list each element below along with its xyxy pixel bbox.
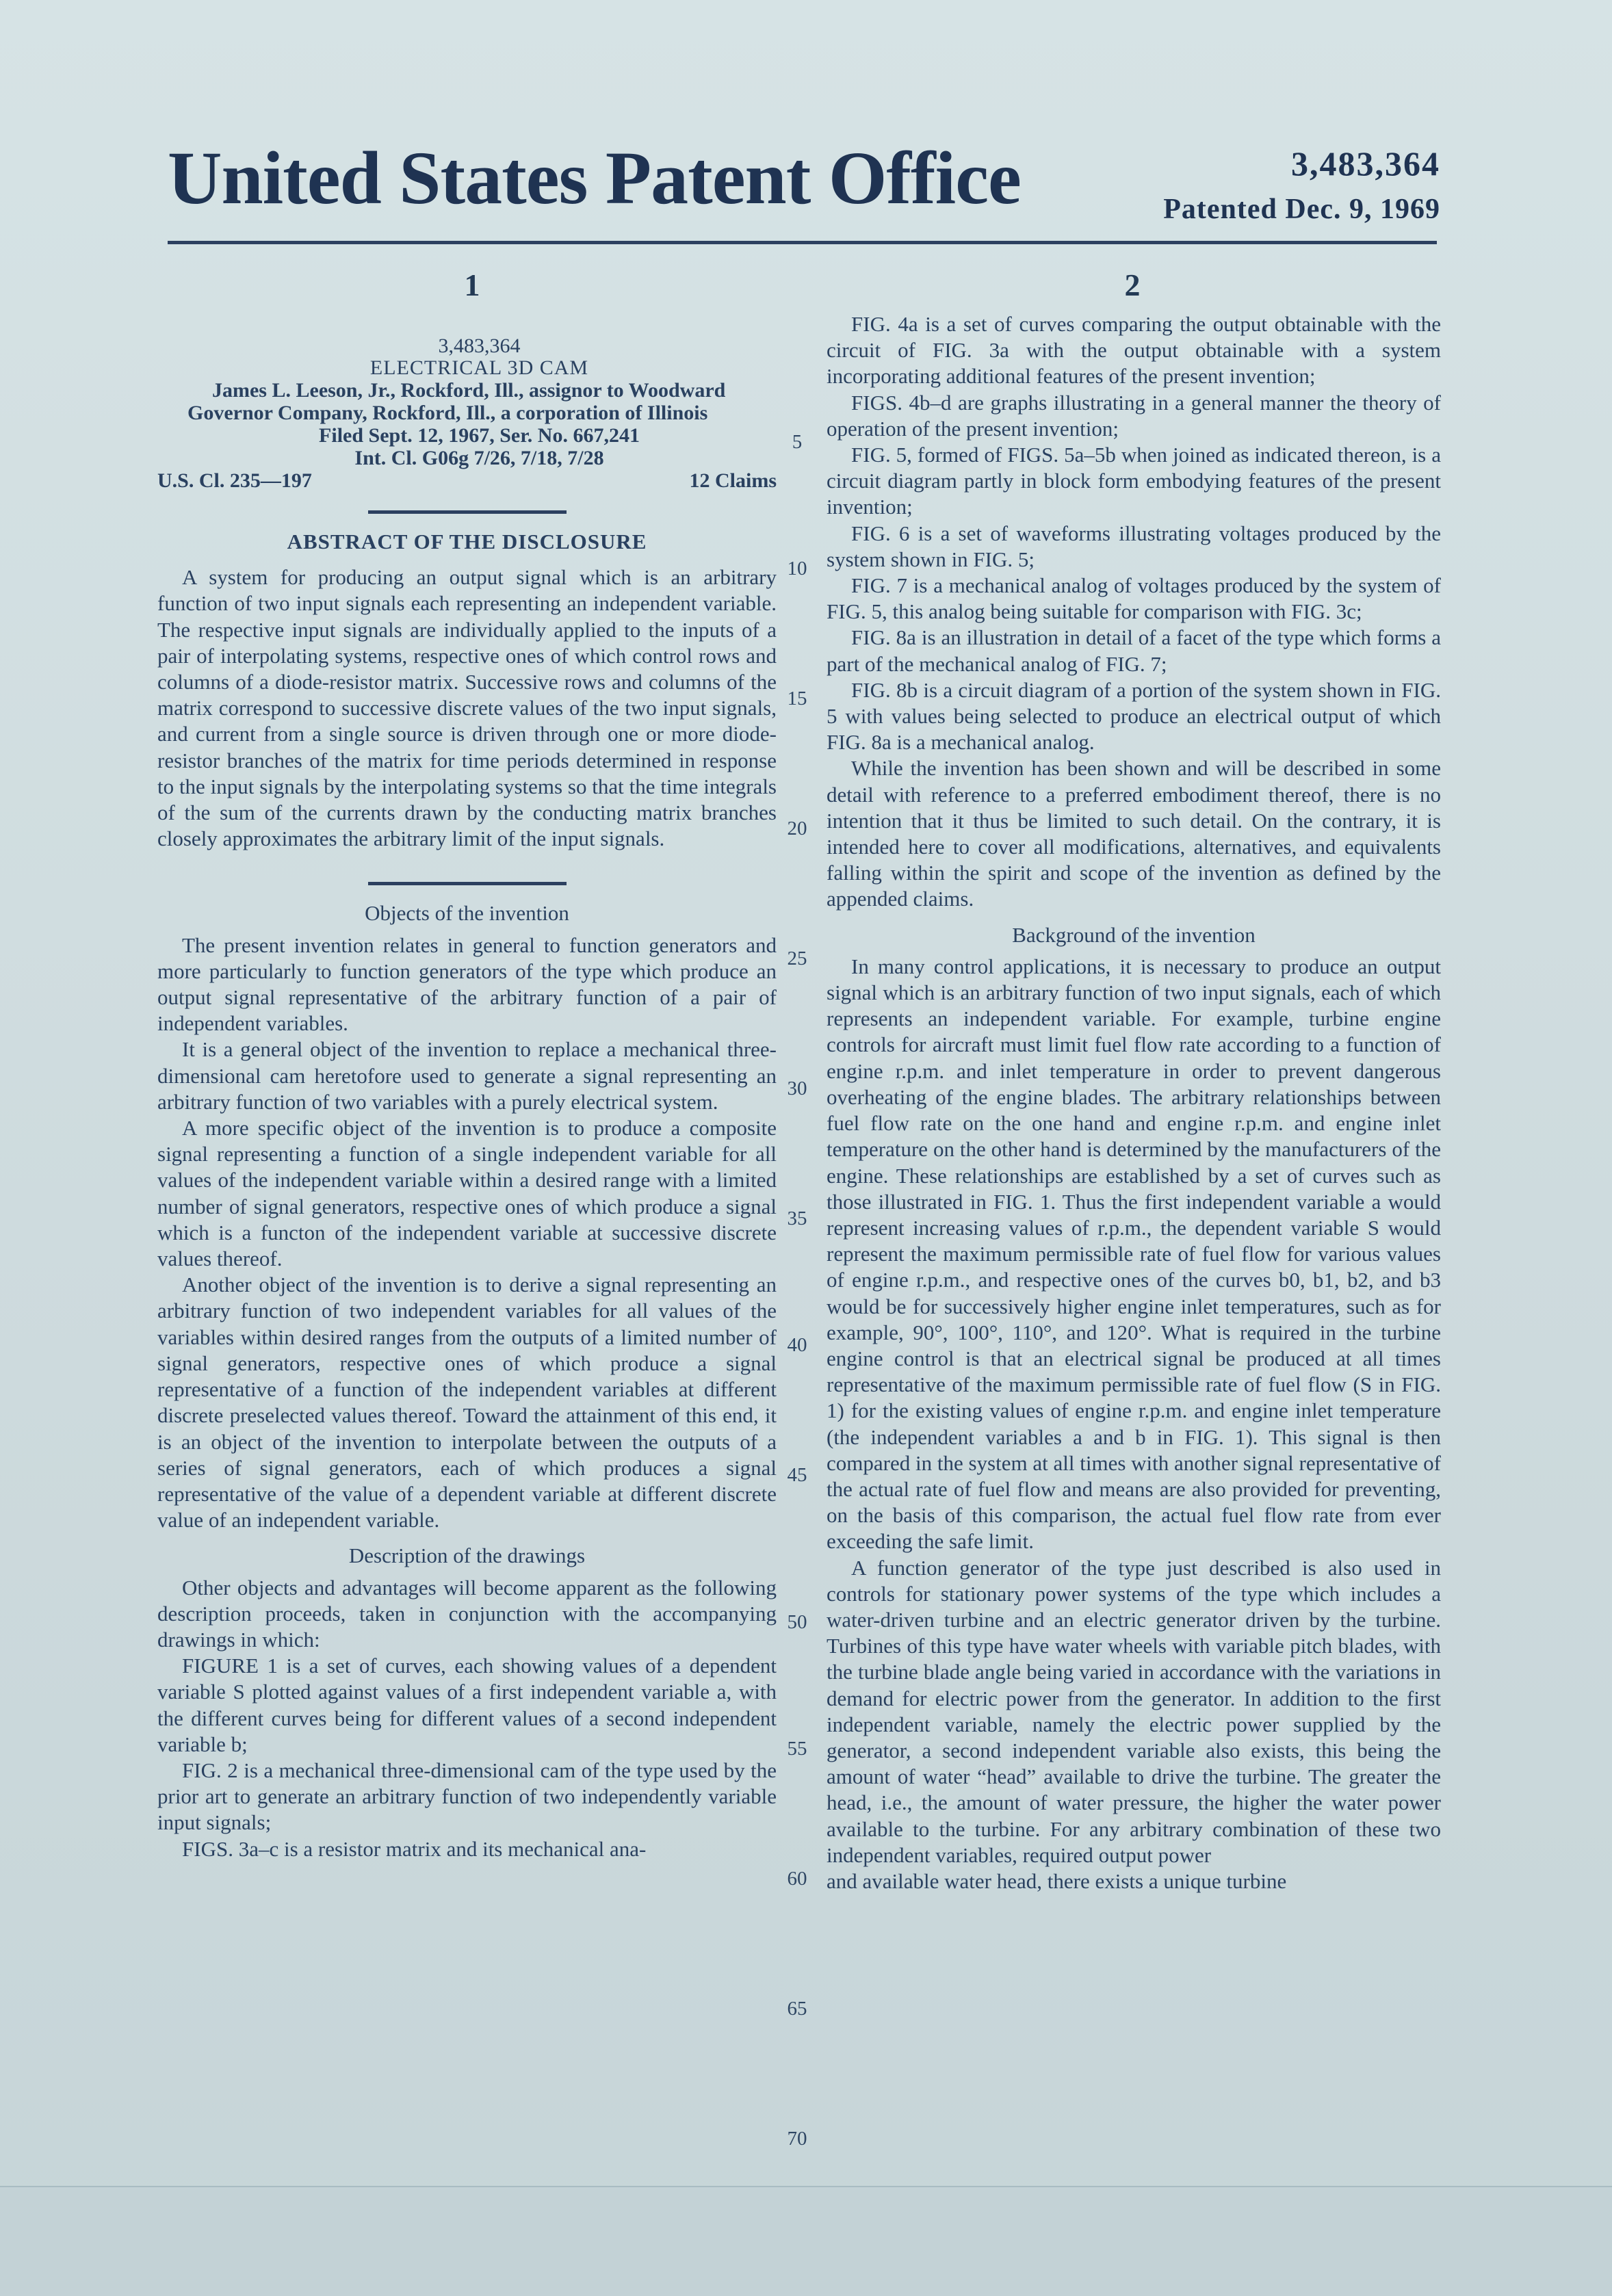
- line-number: 55: [787, 1738, 807, 1760]
- column-2: [827, 311, 1441, 1894]
- line-number: 60: [787, 1868, 807, 1890]
- front-matter: [157, 335, 777, 379]
- line-number: 5: [792, 431, 803, 453]
- objects-paragraph: The present invention relates in general to function generators and more particularly to function generators of the type which produce an output signal representative of the arbitrary function of a pair of independent variables.: [157, 932, 777, 1036]
- figure-description: FIGS. 4b–d are graphs illustrating in a general manner the theory of operation of the present invention;: [827, 390, 1441, 441]
- line-number: 20: [787, 818, 807, 839]
- background-paragraph: In many control applications, it is necessary to produce an output signal which is an arbitrary function of two input signals, each of which represents an independent variable. For example, turbine engine controls for aircraft must limit fuel flow rate according to a function of engine r.p.m. and inlet temperature in order to prevent dangerous overheating of the engine blades. The arbitrary relationships between fuel flow rate on the one hand and engine r.p.m. and engine inlet temperature on the other hand is determined by the manufacturers of the engine. These relationships are established by a set of curves such as those illustrated in FIG. 1. Thus the first independent variable a would represent increasing values of r.p.m., the dependent variable S would represent the maximum permissible rate of fuel flow for various values of engine r.p.m., and respective ones of the curves b0, b1, b2, and b3 would be for successively higher engine inlet temperatures, such as for example, 90°, 100°, 110°, and 120°. What is required in the turbine engine control is that an electrical signal be produced at all times representative of the maximum permissible rate of fuel flow (S in FIG. 1) for the existing values of engine r.p.m. and engine inlet temperature (the independent variables a and b in FIG. 1). This signal is then compared in the system at all times with another signal representative of the actual rate of fuel flow and means are also provided for preventing, on the basis of this comparison, the actual fuel flow rate from ever exceeding the safe limit.: [827, 954, 1441, 1554]
- objects-heading: Objects of the invention: [365, 901, 569, 926]
- line-number: 30: [787, 1078, 807, 1099]
- objects-paragraph: A more specific object of the invention is to produce a composite signal representing a function of a single independent variable for all values of the independent variable within a desired range with a limited number of signal generators, respective ones of which produce a signal which is a functon of the independent variable at successive discrete values thereof.: [157, 1116, 777, 1271]
- claims-count: 12 Claims: [689, 469, 777, 492]
- background-paragraph: A function generator of the type just described is also used in controls for stationary power systems of the type which includes a water-driven turbine and an electric generator driven by the turbine. Turbines of this type have water wheels with variable pitch blades, with the turbine blade angle being varied in accordance with the variations in demand for electric power from the generator. In addition to the first independent variable, namely the electric power supplied by the generator, a second independent variable also exists, this being the amount of water “head” available to drive the turbine. The greater the head, i.e., the amount of water pressure, the higher the water power available to the turbine. For any arbitrary combination of these two independent variables, required output power: [827, 1555, 1441, 1867]
- column-number-1: 1: [464, 268, 480, 302]
- figure-description: FIG. 8b is a circuit diagram of a portion of the system shown in FIG. 5 with values being selected to produce an electrical output of which FIG. 8a is a mechanical analog.: [827, 677, 1441, 755]
- us-cl: U.S. Cl. 235—197: [157, 469, 312, 492]
- line-number: 25: [787, 948, 807, 969]
- line-number: 50: [787, 1611, 807, 1633]
- drawings-paragraph: FIGURE 1 is a set of curves, each showing values of a dependent variable S plotted against values of a first independent variable a, with the different curves being for different values of a second independent variable b;: [157, 1654, 777, 1756]
- cutoff-line: and available water head, there exists a unique turbine: [827, 1868, 1287, 1893]
- figure-description: FIG. 7 is a mechanical analog of voltages produced by the system of FIG. 5, this analog being suitable for comparison with FIG. 3c;: [827, 573, 1441, 624]
- patented-date: Patented Dec. 9, 1969: [1163, 194, 1440, 225]
- drawings-paragraph: FIGS. 3a–c is a resistor matrix and its mechanical ana-: [182, 1836, 647, 1861]
- front-matter-number: 3,483,364: [438, 335, 521, 357]
- figure-description: FIG. 5, formed of FIGS. 5a–5b when joined as indicated thereon, is a circuit diagram partly in block form embodying features of the present invention;: [827, 443, 1441, 519]
- patent-number: 3,483,364: [1291, 144, 1440, 183]
- background-heading: Background of the invention: [1012, 922, 1256, 947]
- page-bottom-strip: [0, 2186, 1612, 2296]
- column-number-2: 2: [1124, 268, 1141, 302]
- line-number: 35: [787, 1208, 807, 1229]
- figure-description: FIG. 8a is an illustration in detail of a facet of the type which forms a part of the mechanical analog of FIG. 7;: [827, 625, 1441, 676]
- figure-description: FIG. 4a is a set of curves comparing the output obtainable with the circuit of FIG. 3a with the output obtainable with a system incorporating additional features of the present invention;: [827, 312, 1441, 389]
- header-rule: [168, 241, 1437, 244]
- filed-line: Filed Sept. 12, 1967, Ser. No. 667,241: [319, 424, 640, 447]
- abstract-text: A system for producing an output signal which is an arbitrary function of two input signals each representing an independent variable. The respective input signals are individually applied to the inputs of a pair of interpolating systems, respective ones of which control rows and columns of a diode-resistor matrix. Successive rows and columns of the matrix correspond to successive discrete values of the two input signals, and current from a single source is driven through one or more diode-resistor branches of the matrix for time periods determined in response to the input signals by the interpolating systems so that the time integrals of the sum of the currents drawn by the conducting matrix branches closely approximates the arbitrary limit of the input signals.: [157, 565, 777, 851]
- drawings-paragraph: FIG. 2 is a mechanical three-dimensional cam of the type used by the prior art to generate an arbitrary function of two independently variable input signals;: [157, 1758, 777, 1835]
- classification-row: [157, 469, 777, 493]
- abstract-rule-bottom: [368, 882, 567, 885]
- line-number: 10: [787, 558, 807, 579]
- line-number: 70: [787, 2128, 807, 2150]
- int-cl-line: Int. Cl. G06g 7/26, 7/18, 7/28: [354, 447, 604, 469]
- objects-paragraph: Another object of the invention is to derive a signal representing an arbitrary function of two independent variables for all values of the variables within desired ranges from the outputs of a limited number of signal generators, respective ones of which produce a signal representative of a function of the independent variables at different discrete preselected values thereof. Toward the attainment of this end, it is an object of the invention to interpolate between the outputs of a series of signal generators, each of which produces a signal representative of the value of a dependent variable at different discrete value of an independent variable.: [157, 1273, 777, 1532]
- objects-paragraph: It is a general object of the invention to replace a mechanical three-dimensional cam heretofore used to generate a signal representing an arbitrary function of two variables with a purely electrical system.: [157, 1037, 777, 1114]
- drawings-heading: Description of the drawings: [348, 1543, 586, 1568]
- figure-description: FIG. 6 is a set of waveforms illustrating voltages produced by the system shown in FIG. 5;: [827, 521, 1441, 571]
- assignor: James L. Leeson, Jr., Rockford, Ill., assignor to Woodward Governor Company, Rockford, Ill., a corporation of Illinois: [187, 379, 726, 424]
- line-number: 65: [787, 1998, 807, 2020]
- line-number: 15: [787, 688, 807, 709]
- line-number: 40: [787, 1334, 807, 1356]
- office-title: United States Patent Office: [168, 136, 1021, 220]
- line-number: 45: [787, 1464, 807, 1486]
- drawings-paragraph: Other objects and advantages will become apparent as the following description proceeds, taken in conjunction with the accompanying drawings in which:: [157, 1575, 777, 1652]
- abstract-heading: ABSTRACT OF THE DISCLOSURE: [287, 530, 647, 553]
- invention-title: ELECTRICAL 3D CAM: [369, 356, 589, 379]
- abstract-rule-top: [368, 510, 567, 514]
- column-1: [157, 335, 777, 1862]
- scope-paragraph: While the invention has been shown and will be described in some detail with reference to a preferred embodiment thereof, there is no intention that it thus be limited to such detail. On the contrary, it is intended here to cover all modifications, alternatives, and equivalents falling within the spirit and scope of the invention as defined by the appended claims.: [827, 756, 1441, 911]
